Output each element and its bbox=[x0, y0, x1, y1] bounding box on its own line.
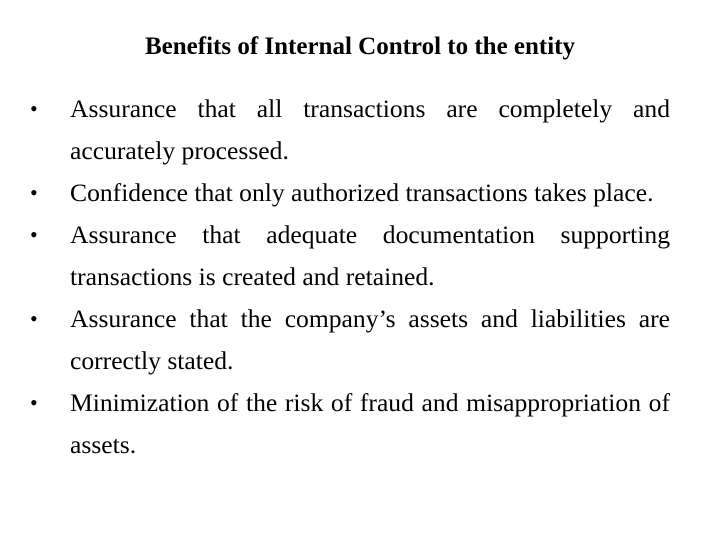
bullet-list bbox=[30, 88, 670, 466]
bullet-icon: • bbox=[30, 180, 38, 205]
bullet-item bbox=[30, 298, 670, 382]
bullet-item bbox=[30, 172, 670, 214]
bullet-icon: • bbox=[30, 390, 38, 415]
bullet-icon: • bbox=[30, 306, 38, 331]
bullet-text: Assurance that all transactions are completely and accurately processed. bbox=[70, 94, 670, 165]
slide-title: Benefits of Internal Control to the entity bbox=[144, 33, 576, 60]
bullet-item bbox=[30, 214, 670, 298]
bullet-icon: • bbox=[30, 222, 38, 247]
bullet-text: Assurance that adequate documentation supporting transactions is created and retained. bbox=[70, 220, 670, 291]
bullet-item bbox=[30, 382, 670, 466]
bullet-text: Assurance that the company’s assets and liabilities are correctly stated. bbox=[70, 304, 670, 375]
bullet-text: Minimization of the risk of fraud and misappropriation of assets. bbox=[70, 388, 670, 459]
bullet-item bbox=[30, 88, 670, 172]
bullet-icon: • bbox=[30, 96, 38, 121]
bullet-text: Confidence that only authorized transactions takes place. bbox=[70, 178, 654, 207]
